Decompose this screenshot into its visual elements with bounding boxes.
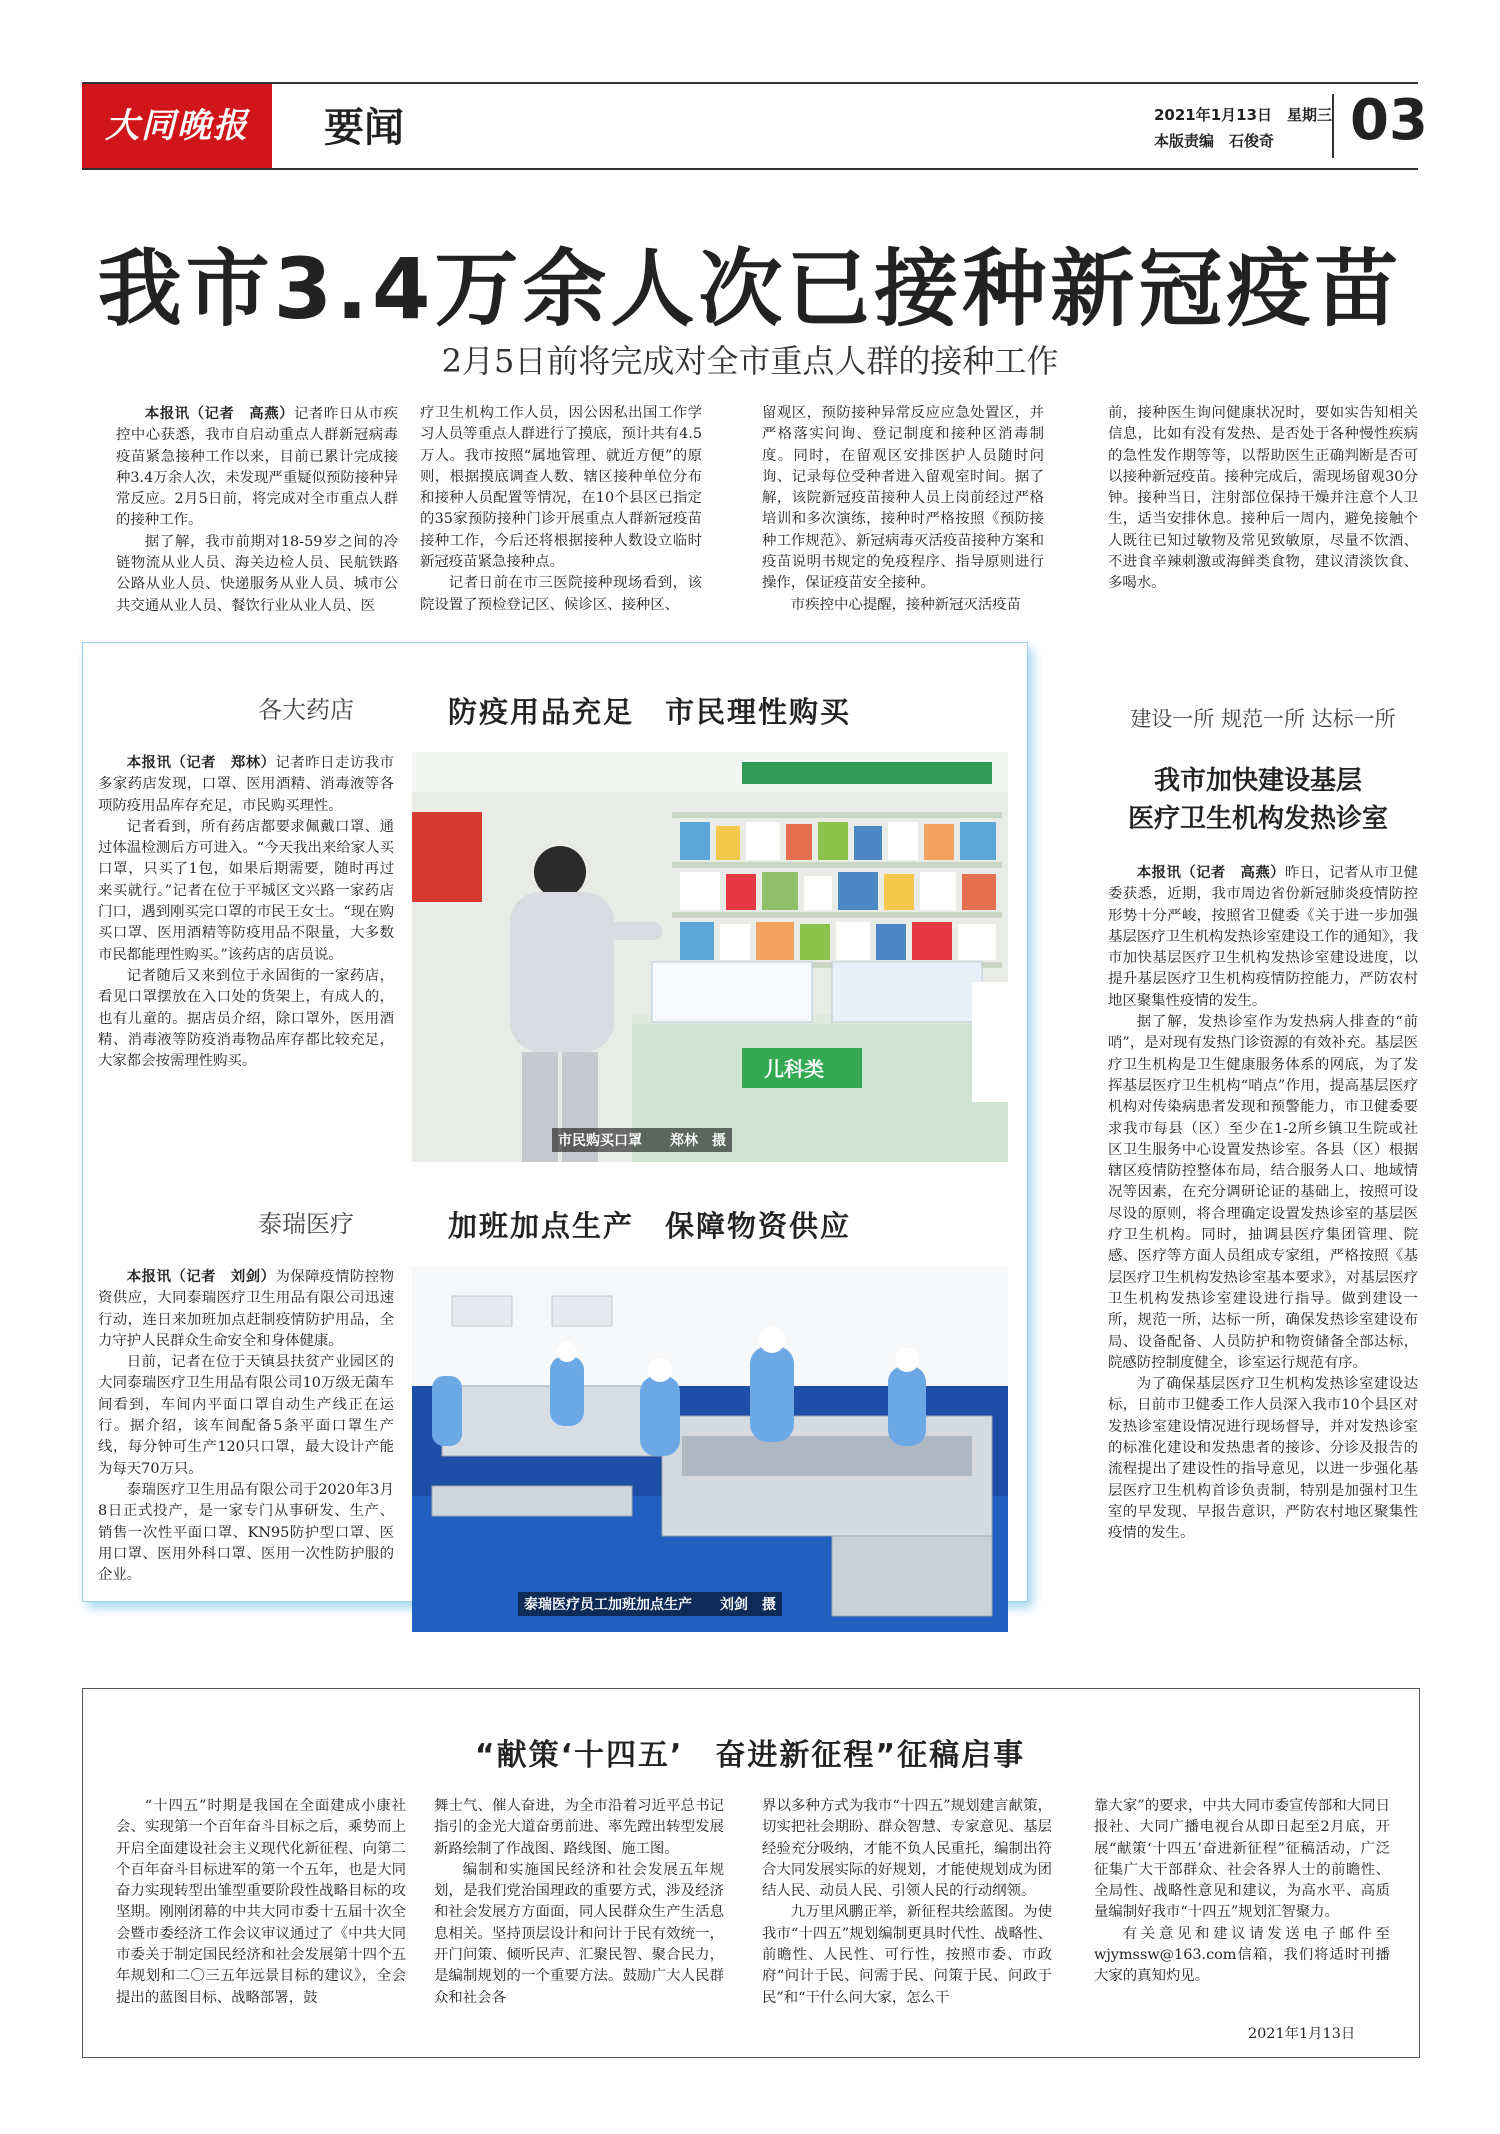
notice-col-2: 舞士气、催人奋进，为全市沿着习近平总书记指引的金光大道奋勇前进、率先蹚出转型发展新路绘制了作战图、路线图、施工图。 编制和实施国民经济和社会发展五年规划，是我们党治国理政的重要方式，涉及经济和社会发展方方面面，同人民群众生产生活息息相关。坚持顶层设计和问计于民有效统一，开门问策、倾听民声、汇聚民智、聚合民力，是编制规划的一个重要方法。鼓励广大人民群众和社会各: [434, 1798, 724, 2006]
page-number: 03: [1350, 88, 1428, 153]
store-sign-text: 儿科类: [764, 1057, 824, 1081]
notice-headline: “献策‘十四五’ 奋进新征程”征稿启事: [474, 1738, 1026, 1773]
pharmacy-photo[interactable]: [412, 752, 1008, 1162]
pharmacy-headline: 防疫用品充足 市民理性购买: [448, 695, 852, 729]
masthead-bottom-rule: [82, 168, 1418, 170]
pharmacy-photo-caption: 市民购买口罩 郑林 摄: [552, 1128, 732, 1152]
pharmacy-photo-illustration: [412, 752, 1008, 1162]
main-headline: 我市3.4万余人次已接种新冠疫苗: [97, 240, 1403, 338]
main-article-col-4: 前，接种医生询问健康状况时，要如实告知相关信息，比如有没有发热、是否处于各种慢性疾病的急性发作期等等，以帮助医生正确判断是否可以接种新冠疫苗。接种完成后，需现场留观30分钟。接种当日，注射部位保持干燥并注意个人卫生，适当安排休息。接种后一周内，避免接触个人既往已知过敏物及常见致敏原，尽量不饮酒、不进食辛辣刺激或海鲜类食物，建议清淡饮食、多喝水。: [1108, 405, 1418, 592]
main-subhead: 2月5日前将完成对全市重点人群的接种工作: [441, 342, 1059, 380]
notice-col-3: 界以多种方式为我市“十四五”规划建言献策，切实把社会期盼、群众智慧、专家意见、基层经验充分吸纳，才能不负人民重托，编制出符合大同发展实际的好规划，才能使规划成为团结人民、动员人民、引领人民的行动纲领。 九万里风鹏正举，新征程共绘蓝图。为使我市“十四五”规划编制更具时代性、战略性、前瞻性、人民性、可行性，按照市委、市政府“问计于民、问需于民、问策于民、问政于民”和“干什么问大家，怎么干: [762, 1798, 1052, 2006]
main-article-col-2: 疗卫生机构工作人员，因公因私出国工作学习人员等重点人群进行了摸底，预计共有4.5万人。我市按照“属地管理、就近方便”的原则，根据摸底调查人数、辖区接种单位分布和接种人员配置等情况，在10个县区已指定的35家预防接种门诊开展重点人群新冠疫苗接种工作，今后还将根据接种人数设立临时新冠疫苗紧急接种点。 记者日前在市三医院接种现场看到，该院设置了预检登记区、候诊区、接种区、: [420, 405, 702, 613]
masthead: [82, 82, 1428, 170]
factory-article: 本报讯（记者 刘剑）为保障疫情防控物资供应，大同泰瑞医疗卫生用品有限公司迅速行动，连日来加班加点赶制疫情防护用品，全力守护人民群众生命安全和身体健康。 日前，记者在位于天镇县扶贫产业园区的大同泰瑞医疗卫生用品有限公司10万级无菌车间看到，车间内平面口罩自动生产线正在运行。据介绍，该车间配备5条平面口罩生产线，每分钟可生产120只口罩，最大设计产能为每天70万只。 泰瑞医疗卫生用品有限公司于2020年3月8日正式投产，是一家专门从事研发、生产、销售一次性平面口罩、KN95防护型口罩、医用口罩、医用外科口罩、医用一次性防护服的企业。: [98, 1268, 394, 1584]
main-article-col-1: 本报讯（记者 高燕）记者昨日从市疾控中心获悉，我市自启动重点人群新冠病毒疫苗紧急接种工作以来，目前已累计完成接种3.4万余人次，未发现严重疑似预防接种异常反应。2月5日前，将完成对全市重点人群的接种工作。 据了解，我市前期对18-59岁之间的冷链物流从业人员、海关边检人员、民航铁路公路从业人员、快递服务从业人员、城市公共交通从业人员、餐饮行业从业人员、医: [116, 405, 398, 614]
pharmacy-tag: 各大药店: [258, 696, 354, 724]
factory-headline: 加班加点生产 保障物资供应: [448, 1209, 852, 1243]
clinic-headline-line-1: 我市加快建设基层: [1153, 766, 1362, 796]
notice-col-4: 靠大家”的要求，中共大同市委宣传部和大同日报社、大同广播电视台从即日起至2月底，开展“献策‘十四五’奋进新征程”征稿活动，广泛征集广大干部群众、社会各界人士的前瞻性、全局性、战略性意见和建议，为高水平、高质量编制好我市“十四五”规划汇智聚力。 有关意见和建议请发送电子邮件至wjymssw@163.com信箱，我们将适时刊播大家的真知灼见。: [1094, 1798, 1390, 1985]
newspaper-logo[interactable]: 大同晚报: [82, 84, 272, 168]
factory-tag: 泰瑞医疗: [258, 1210, 354, 1238]
notice-date: 2021年1月13日: [1248, 2026, 1356, 2042]
pharmacy-article: 本报讯（记者 郑林）记者昨日走访我市多家药店发现，口罩、医用酒精、消毒液等各项防疫用品库存充足，市民购买理性。 记者看到，所有药店都要求佩戴口罩、通过体温检测后方可进入。“今天我出来给家人买口罩，只买了1包，如果后期需要，随时再过来买就行。”记者在位于平城区文兴路一家药店门口，遇到刚买完口罩的市民王女士。“现在购买口罩、医用酒精等防疫用品不限量，大多数市民都能理性购买。”该药店的店员说。 记者随后又来到位于永固街的一家药店，看见口罩摆放在入口处的货架上，有成人的，也有儿童的。据店员介绍，除口罩外，医用酒精、消毒液等防疫消毒物品库存都比较充足，大家都会按需理性购买。: [98, 754, 394, 1070]
factory-photo[interactable]: [412, 1266, 1008, 1632]
factory-photo-illustration: [412, 1266, 1008, 1632]
masthead-divider: [1332, 94, 1334, 158]
section-title: 要闻: [324, 104, 404, 151]
clinic-headline-line-2: 医疗卫生机构发热诊室: [1127, 804, 1388, 834]
factory-photo-caption: 泰瑞医疗员工加班加点生产 刘剑 摄: [518, 1592, 782, 1616]
main-article-col-3: 留观区，预防接种异常反应应急处置区，并严格落实问询、登记制度和接种区消毒制度。同时，在留观区安排医护人员随时问询、记录每位受种者进入留观室时间。据了解，该院新冠疫苗接种人员上岗前经过严格培训和多次演练，接种时严格按照《预防接种工作规范》、新冠病毒灭活疫苗接种方案和疫苗说明书规定的免疫程序、指导原则进行操作，保证疫苗安全接种。 市疾控中心提醒，接种新冠灭活疫苗: [762, 405, 1044, 613]
clinic-article: 本报讯（记者 高燕）昨日，记者从市卫健委获悉，近期，我市周边省份新冠肺炎疫情防控形势十分严峻，按照省卫健委《关于进一步加强基层医疗卫生机构发热诊室建设工作的通知》，我市加快基层医疗卫生机构发热诊室建设进度，以提升基层医疗卫生机构疫情防控能力，严防农村地区聚集性疫情的发生。 据了解，发热诊室作为发热病人排查的“前哨”，是对现有发热门诊资源的有效补充。基层医疗卫生机构是卫生健康服务体系的网底，为了发挥基层医疗卫生机构“哨点”作用，提高基层医疗机构对传染病患者发现和预警能力，市卫健委要求我市每县（区）至少在1-2所乡镇卫生院或社区卫生服务中心设置发热诊室。各县（区）根据辖区疫情防控整体布局，结合服务人口、地域情况等因素，在充分调研论证的基础上，按照可设尽设的原则，将合理确定设置发热诊室的基层医疗卫生机构。同时，抽调县医疗集团管理、院感、医疗等方面人员组成专家组，严格按照《基层医疗卫生机构发热诊室基本要求》，对基层医疗卫生机构发热诊室建设进行指导。做到建设一所，规范一所，达标一所，确保发热诊室建设布局、设备配备、人员防护和物资储备全部达标，院感防控制度健全，诊室运行规范有序。 为了确保基层医疗卫生机构发热诊室建设达标，日前市卫健委工作人员深入我市10个县区对发热诊室建设情况进行现场督导，并对发热诊室的标准化建设和发热患者的接诊、分诊及报告的流程提出了建设性的指导意见，以进一步强化基层医疗卫生机构首诊负责制，特别是加强村卫生室的早发现、早报告意识，严防农村地区聚集性疫情的发生。: [1108, 864, 1418, 1542]
notice-col-1: “十四五”时期是我国在全面建成小康社会、实现第一个百年奋斗目标之后，乘势而上开启全面建设社会主义现代化新征程、向第二个百年奋斗目标进军的第一个五年，也是大同奋力实现转型出雏型重要阶段性战略目标的攻坚期。刚刚闭幕的中共大同市委十五届十次全会暨市委经济工作会议审议通过了《中共大同市委关于制定国民经济和社会发展第十四个五年规划和二〇三五年远景目标的建议》，全会提出的蓝图目标、战略部署，鼓: [116, 1798, 406, 2006]
clinic-tag: 建设一所 规范一所 达标一所: [1130, 707, 1396, 731]
page-editor: 本版责编 石俊奇: [1154, 132, 1275, 150]
issue-date: 2021年1月13日 星期三: [1154, 106, 1333, 124]
masthead-top-rule: [82, 82, 1418, 84]
byline: 本报讯（记者 高燕）: [144, 405, 295, 422]
clinic-headline: [1088, 762, 1428, 838]
